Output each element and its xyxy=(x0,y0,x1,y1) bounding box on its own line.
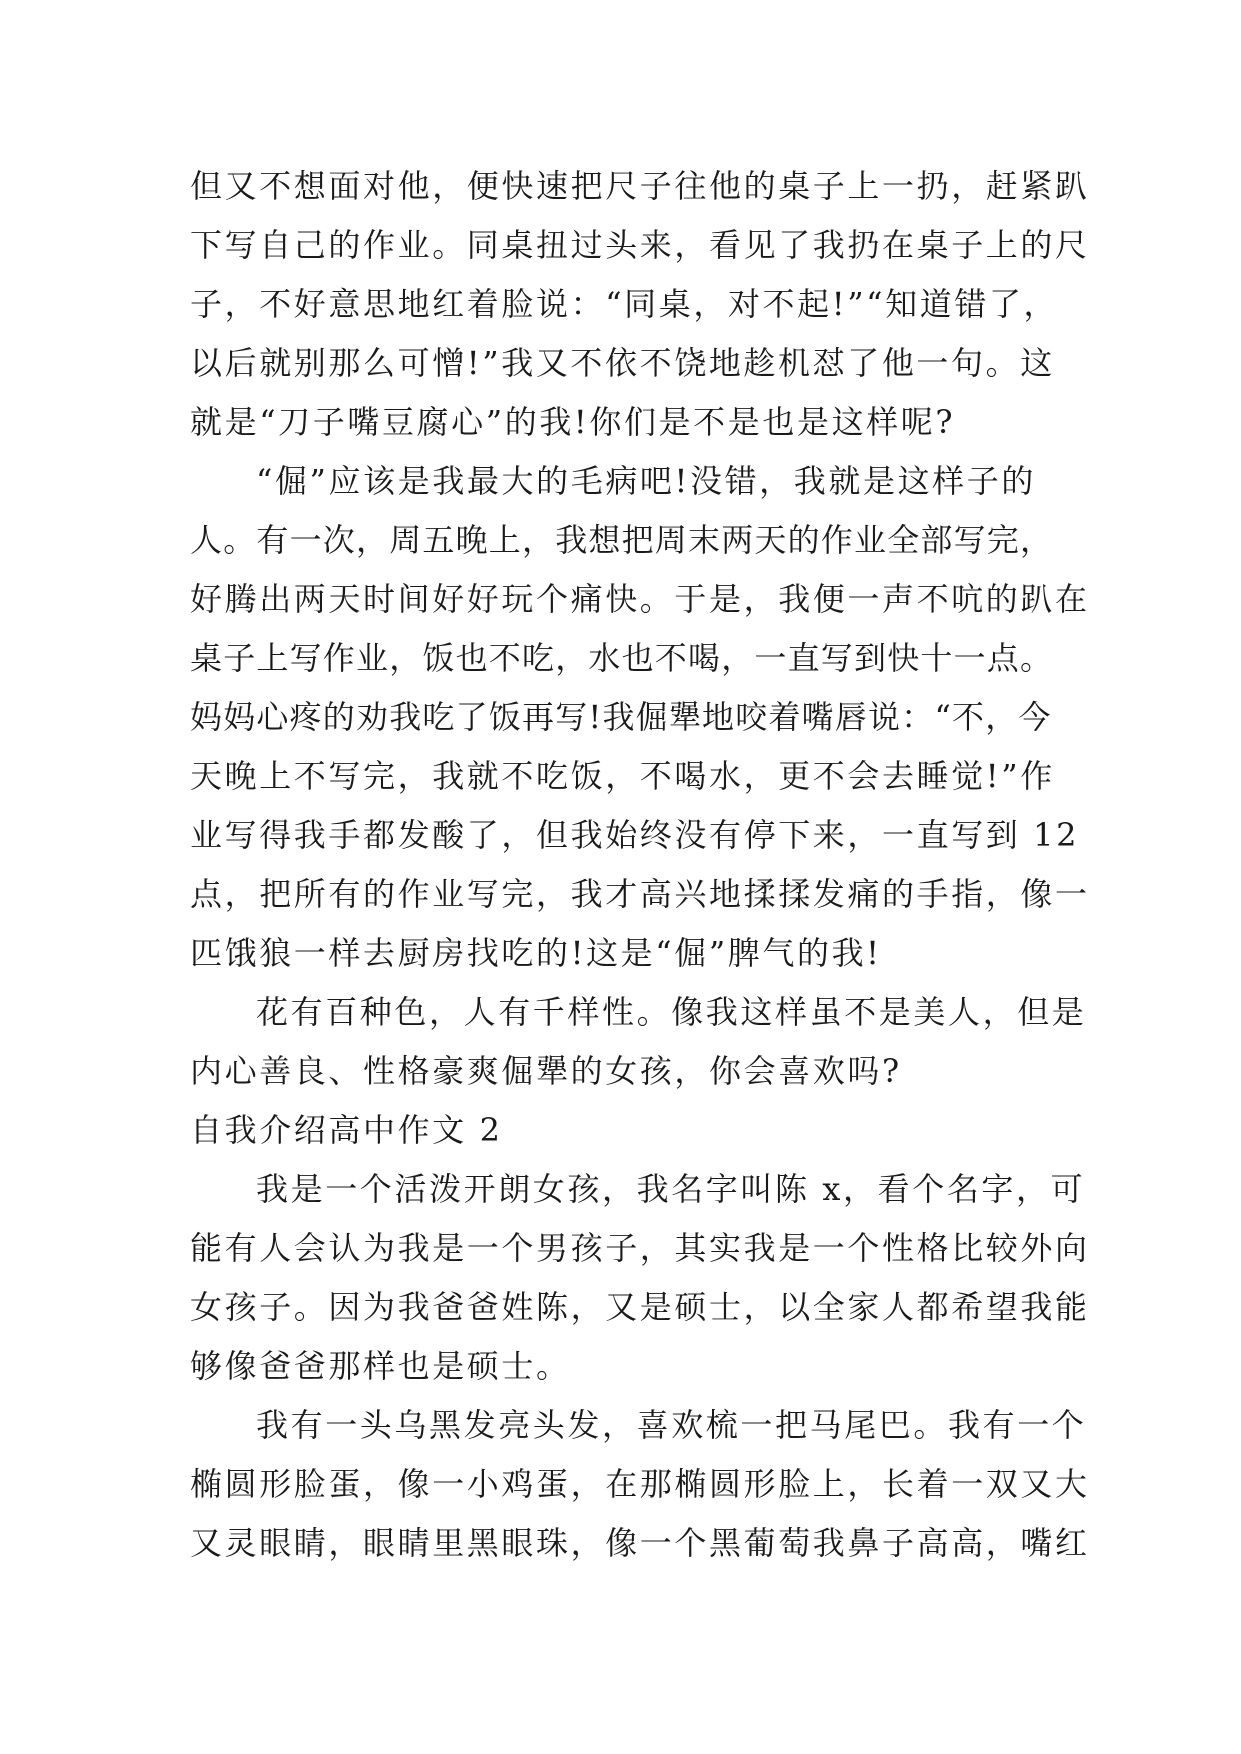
section-heading: 自我介绍高中作文 2 xyxy=(190,1111,503,1149)
text-line: 妈妈心疼的劝我吃了饭再写!我倔犟地咬着嘴唇说：“不，今 xyxy=(190,698,1052,736)
text-line: 匹饿狼一样去厨房找吃的!这是“倔”脾气的我! xyxy=(190,934,882,972)
text-line: 就是“刀子嘴豆腐心”的我!你们是不是也是这样呢? xyxy=(190,403,956,441)
paragraph-first-line: 花有百种色，人有千样性。像我这样虽不是美人，但是 xyxy=(256,993,1087,1031)
text-line: 业写得我手都发酸了，但我始终没有停下来，一直写到 12 xyxy=(190,816,1080,854)
paragraph-first-line: “倔”应该是我最大的毛病吧!没错，我就是这样子的 xyxy=(256,462,1036,500)
text-line: 内心善良、性格豪爽倔犟的女孩，你会喜欢吗? xyxy=(190,1052,902,1090)
paragraph-first-line: 我有一头乌黑发亮头发，喜欢梳一把马尾巴。我有一个 xyxy=(256,1406,1087,1444)
text-line: 女孩子。因为我爸爸姓陈，又是硕士，以全家人都希望我能 xyxy=(190,1288,1090,1326)
text-line: 又灵眼睛，眼睛里黑眼珠，像一个黑葡萄我鼻子高高，嘴红 xyxy=(190,1524,1090,1562)
text-line: 好腾出两天时间好好玩个痛快。于是，我便一声不吭的趴在 xyxy=(190,580,1090,618)
text-line: 够像爸爸那样也是硕士。 xyxy=(190,1347,571,1385)
text-line: 下写自己的作业。同桌扭过头来，看见了我扔在桌子上的尺 xyxy=(190,226,1090,264)
text-line: 人。有一次，周五晚上，我想把周末两天的作业全部写完， xyxy=(190,521,1054,559)
text-line: 以后就别那么可憎!”我又不依不饶地趁机怼了他一句。这 xyxy=(190,344,1055,382)
text-line: 天晚上不写完，我就不吃饭，不喝水，更不会去睡觉!”作 xyxy=(190,757,1055,795)
document-body xyxy=(190,157,1090,1573)
text-line: 椭圆形脸蛋，像一小鸡蛋，在那椭圆形脸上，长着一双又大 xyxy=(190,1465,1090,1503)
text-line: 点，把所有的作业写完，我才高兴地揉揉发痛的手指，像一 xyxy=(190,875,1090,913)
text-line: 桌子上写作业，饭也不吃，水也不喝，一直写到快十一点。 xyxy=(190,639,1054,677)
text-line: 但又不想面对他，便快速把尺子往他的桌子上一扔，赶紧趴 xyxy=(190,167,1090,205)
text-line: 能有人会认为我是一个男孩子，其实我是一个性格比较外向 xyxy=(190,1229,1090,1267)
text-line: 子，不好意思地红着脸说：“同桌，对不起!”“知道错了， xyxy=(190,285,1059,323)
paragraph-first-line: 我是一个活泼开朗女孩，我名字叫陈 x，看个名字，可 xyxy=(256,1170,1086,1208)
